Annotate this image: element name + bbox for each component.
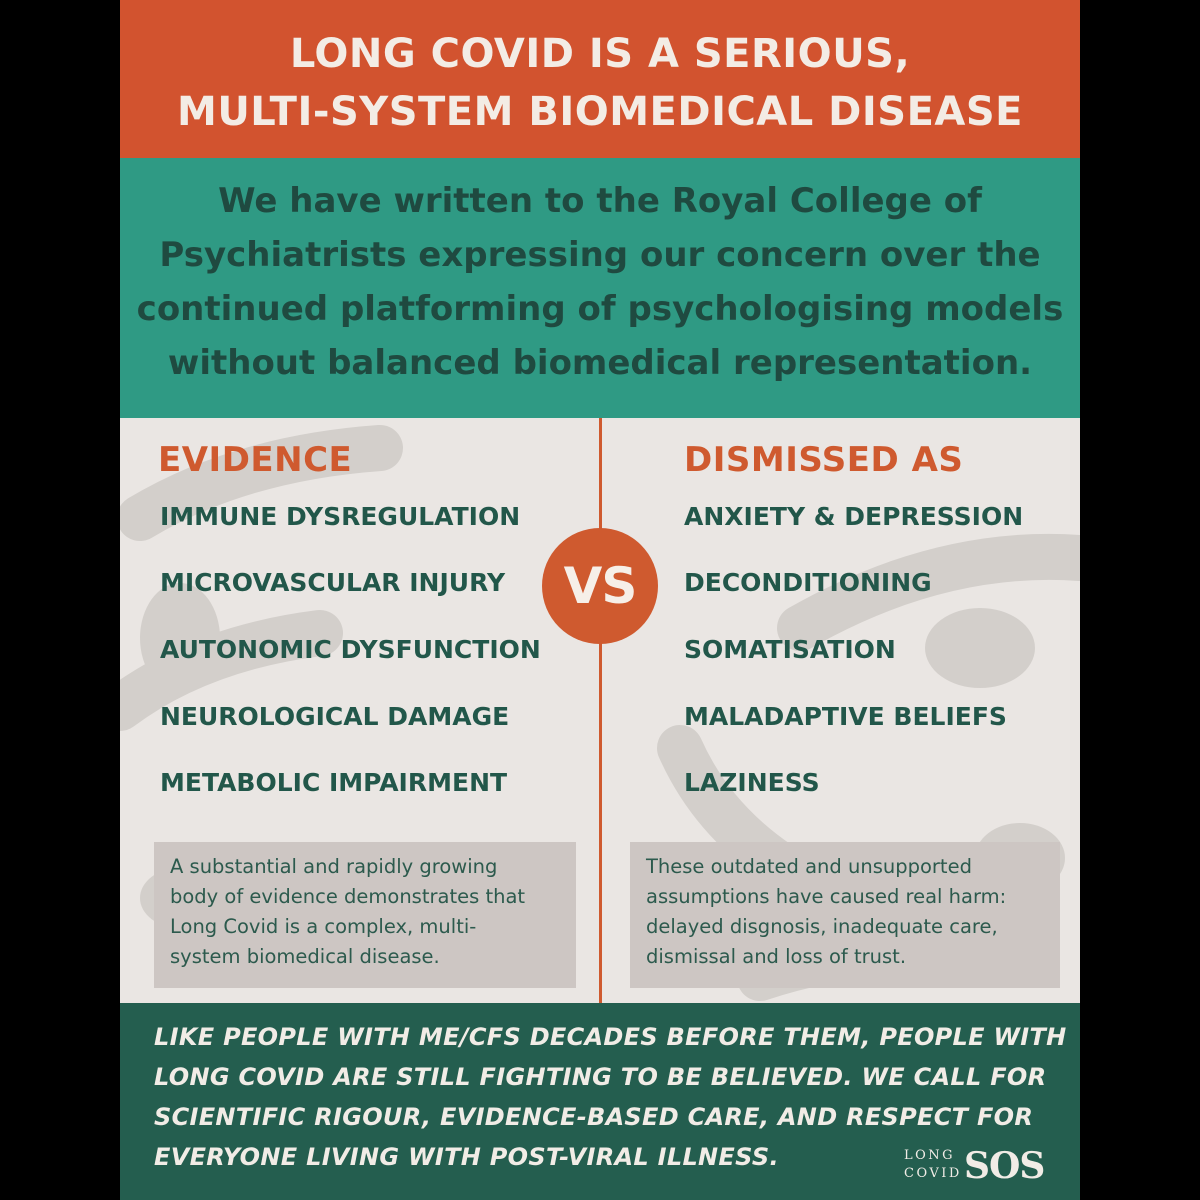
dismissed-note-line: assumptions have caused real harm: — [646, 885, 1007, 908]
poster — [120, 0, 1080, 1200]
footer-line: EVERYONE LIVING WITH POST-VIRAL ILLNESS. — [154, 1143, 779, 1171]
logo-bottom-text: COVID — [904, 1166, 962, 1181]
evidence-note-line: A substantial and rapidly growing — [170, 855, 498, 878]
dismissed-item: MALADAPTIVE BELIEFS — [684, 702, 1007, 731]
evidence-note-line: system biomedical disease. — [170, 945, 440, 968]
center-divider — [599, 418, 602, 1003]
evidence-item: METABOLIC IMPAIRMENT — [160, 768, 508, 797]
title-line-2: MULTI-SYSTEM BIOMEDICAL DISEASE — [177, 89, 1023, 135]
evidence-item: MICROVASCULAR INJURY — [160, 568, 506, 597]
footer-line: LIKE PEOPLE WITH ME/CFS DECADES BEFORE THEM, PEOPLE WITH — [154, 1023, 1067, 1051]
comparison-section — [120, 418, 1080, 1003]
dismissed-item: LAZINESS — [684, 768, 820, 797]
evidence-heading: EVIDENCE — [158, 440, 353, 480]
dismissed-note-line: delayed disgnosis, inadequate care, — [646, 915, 998, 938]
evidence-note-line: Long Covid is a complex, multi- — [170, 915, 477, 938]
vs-badge: VS — [542, 528, 658, 644]
intro-banner — [120, 158, 1080, 418]
dismissed-item: DECONDITIONING — [684, 568, 932, 597]
intro-line: without balanced biomedical representation. — [167, 343, 1033, 383]
title-banner — [120, 0, 1080, 158]
dismissed-item: ANXIETY & DEPRESSION — [684, 502, 1024, 531]
evidence-note — [154, 842, 576, 988]
evidence-item: NEUROLOGICAL DAMAGE — [160, 702, 510, 731]
evidence-note-line: body of evidence demonstrates that — [170, 885, 526, 908]
evidence-item: AUTONOMIC DYSFUNCTION — [160, 635, 541, 664]
dismissed-item: SOMATISATION — [684, 635, 896, 664]
intro-line: We have written to the Royal College of — [218, 181, 982, 221]
dismissed-heading: DISMISSED AS — [684, 440, 964, 480]
dismissed-note-line: These outdated and unsupported — [646, 855, 972, 878]
dismissed-note — [630, 842, 1060, 988]
long-covid-sos-logo — [904, 1146, 1054, 1186]
dismissed-note-line: dismissal and loss of trust. — [646, 945, 907, 968]
footer-line: SCIENTIFIC RIGOUR, EVIDENCE-BASED CARE, AND RESPECT FOR — [154, 1103, 1034, 1131]
evidence-item: IMMUNE DYSREGULATION — [160, 502, 521, 531]
logo-mark: SOS — [964, 1145, 1045, 1187]
intro-line: continued platforming of psychologising models — [136, 289, 1064, 329]
intro-line: Psychiatrists expressing our concern over the — [159, 235, 1041, 275]
footer-banner — [120, 1003, 1080, 1200]
footer-line: LONG COVID ARE STILL FIGHTING TO BE BELIEVED. WE CALL FOR — [154, 1063, 1047, 1091]
title-line-1: LONG COVID IS A SERIOUS, — [289, 31, 911, 77]
logo-top-text: LONG — [904, 1148, 956, 1163]
